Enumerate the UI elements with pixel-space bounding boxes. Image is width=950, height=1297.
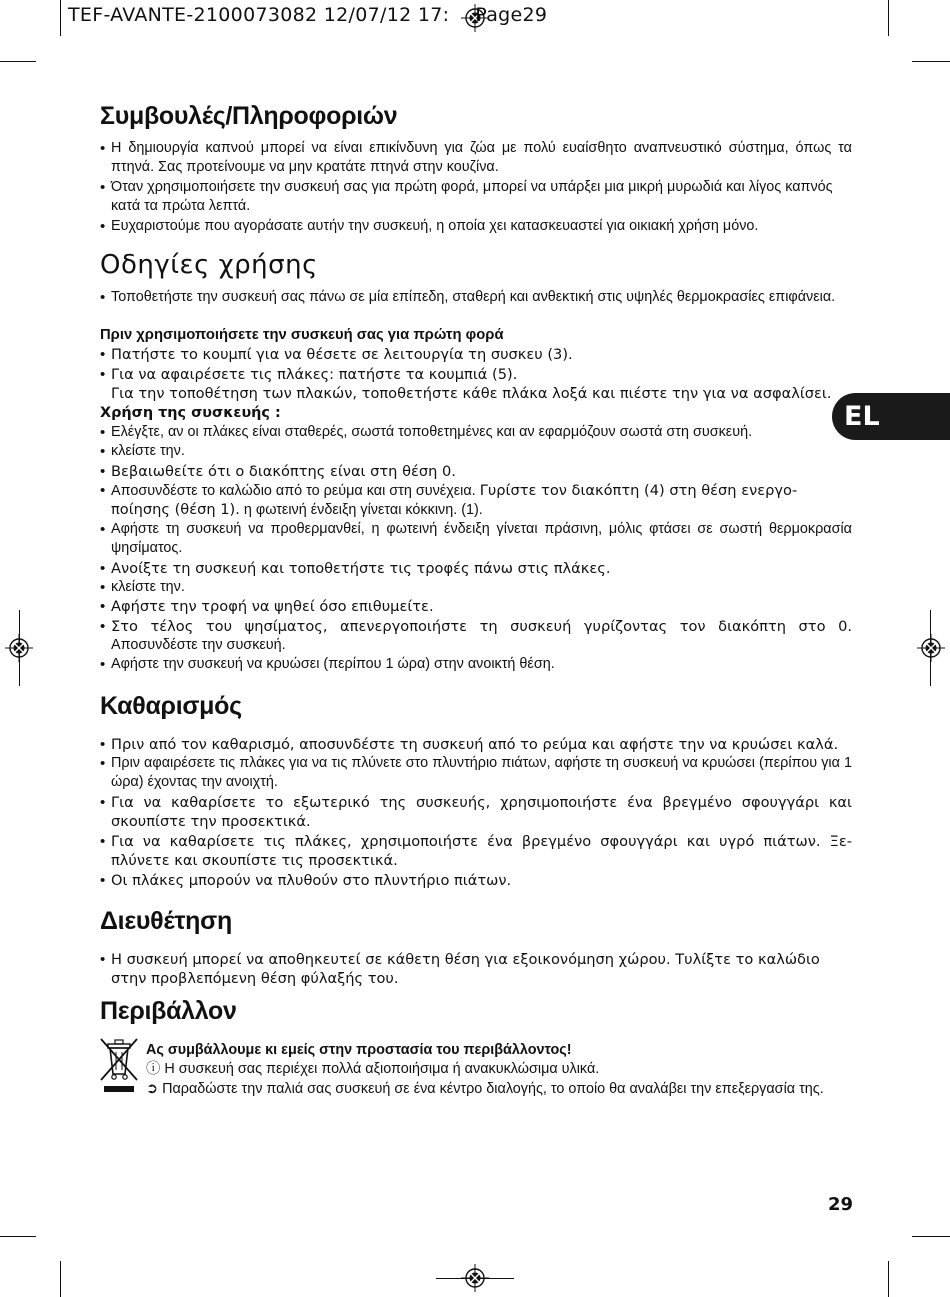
list-item: κλείστε την. [111, 579, 185, 595]
environment-text: Η συσκευή σας περιέχει πολλά αξιοποιήσιμα ή ανακυκλώσιμα υλικά. [164, 1061, 600, 1077]
bullet: • [100, 598, 106, 615]
bullet: • [100, 794, 106, 811]
arrow-icon: ➲ [146, 1081, 159, 1097]
list-item: Για να αφαιρέσετε τις πλάκες: πατήστε τα κουμπιά (5). [111, 366, 518, 383]
bullet: • [100, 366, 106, 383]
bullet: • [100, 289, 106, 306]
list-item: Αφήστε την τροφή να ψηθεί όσο επιθυμείτε. [111, 598, 434, 615]
crop-mark [60, 0, 61, 36]
bullet: • [100, 736, 106, 753]
bullet: • [100, 443, 106, 460]
crop-mark [912, 61, 950, 62]
list-item-continuation [111, 500, 852, 520]
list-item: Στο τέλος του ψησίματος, απενεργοποιήστε τη συσκευή γυρίζοντας τον διακόπτη στο 0. [111, 618, 852, 635]
crossed-bin-icon [98, 1036, 140, 1094]
list-item: Οι πλάκες μπορούν να πλυθούν στο πλυντήριο πιάτων. [111, 872, 512, 889]
list-item: Η συσκευή μπορεί να αποθηκευτεί σε κάθετη θέση για εξοικονόμηση χώρου. Τυλίξτε το καλώδιο στην προβλεπόμενη θέση φύλαξής του. [111, 951, 820, 988]
step-text: ποίησης (θέση 1). [111, 501, 240, 518]
section-title-usage: Οδηγίες χρήσης [100, 250, 318, 280]
language-tab: EL [832, 393, 950, 440]
list-item: Για να καθαρίσετε το εξωτερικό της συσκευής, χρησιμοποιήστε ένα βρεγμένο σφουγγάρι και σκουπίστε την προσεκτικά. [111, 794, 852, 831]
bullet: • [100, 521, 106, 538]
first-use-heading: Πριν χρησιμοποιήσετε την συσκευή σας για πρώτη φορά [100, 327, 504, 343]
crop-mark [888, 0, 889, 36]
bullet: • [100, 618, 106, 635]
list-item: Αφήστε την συσκευή να κρυώσει (περίπου 1 ώρα) στην ανοικτή θέση. [111, 656, 555, 672]
bullet: • [100, 140, 106, 157]
environment-line [146, 1060, 599, 1079]
bullet: • [100, 346, 106, 363]
step-text: Γυρίστε τον διακόπτη (4) στη θέση ενεργο- [479, 482, 798, 499]
list-item-continuation: Αποσυνδέστε την συσκευή. [111, 637, 286, 653]
crop-mark [0, 61, 36, 62]
section-title-environment: Περιβάλλον [100, 997, 237, 1025]
list-item: Ευχαριστούμε που αγοράσατε αυτήν την συσκευή, η οποία χει κατασκευαστεί για οικιακή χρήση μόνο. [111, 218, 759, 234]
bullet: • [100, 463, 106, 480]
list-item: Για να καθαρίσετε τις πλάκες, χρησιμοποιήστε ένα βρεγμένο σφουγγάρι και υγρό πιάτων. Ξε-πλύνετε και σκουπίστε τις προσεκτικά. [111, 833, 852, 870]
bullet: • [100, 872, 106, 889]
slug-text: TEF-AVANTE-2100073082 12/07/12 17: [68, 4, 450, 26]
registration-mark-icon [5, 634, 33, 662]
bullet: • [100, 482, 106, 499]
list-item: Ελέγξτε, αν οι πλάκες είναι σταθερές, σωστά τοποθετημένες και αν εφαρμόζουν σωστά στη συσκευή. [111, 424, 753, 440]
print-slug [68, 4, 547, 26]
list-item: Πατήστε το κουμπί για να θέσετε σε λειτουργία τη συσκευ (3). [111, 346, 573, 363]
crop-mark [0, 1236, 36, 1237]
bullet: • [100, 579, 106, 596]
bullet: • [100, 560, 106, 577]
section-title-storage: Διευθέτηση [100, 907, 232, 935]
page-number: 29 [828, 1194, 854, 1215]
bullet: • [100, 179, 106, 196]
bullet: • [100, 833, 106, 850]
list-item: Η δημιουργία καπνού μπορεί να είναι επικίνδυνη για ζώα με πολύ ευαίσθητο αναπνευστικό σύστημα, όπως τα πτηνά. Σας προτείνουμε να μην κρατάτε πτηνά στην κουζίνα. [111, 140, 852, 176]
crop-mark [912, 1236, 950, 1237]
list-item: κλείστε την. [111, 443, 185, 459]
crop-mark [60, 1261, 61, 1297]
list-item: Ανοίξτε τη συσκευή και τοποθετήστε τις τροφές πάνω στις πλάκες. [111, 560, 611, 577]
step-text: Αποσυνδέστε το καλώδιο από το ρεύμα και στη συνέχεια. [111, 483, 476, 499]
environment-heading: Ας συμβάλλουμε κι εμείς στην προστασία του περιβάλλοντος! [146, 1042, 572, 1058]
section-title-cleaning: Καθαρισμός [100, 692, 242, 720]
list-item: Τοποθετήστε την συσκευή σας πάνω σε μία επίπεδη, σταθερή και ανθεκτική στις υψηλές θερμοκρασίες επιφάνεια. [111, 289, 836, 305]
step-text: η φωτεινή ένδειξη γίνεται κόκκινη. (1). [243, 502, 483, 518]
bullet: • [100, 755, 106, 772]
crop-mark [888, 1261, 889, 1297]
usage-heading: Χρήση της συσκευής : [100, 405, 281, 421]
list-item: Βεβαιωθείτε ότι ο διακόπτης είναι στη θέση 0. [111, 463, 456, 480]
list-item: Αφήστε τη συσκευή να προθερμανθεί, η φωτεινή ένδειξη γίνεται πράσινη, μόλις φτάσει σε σωστή θερμοκρασία ψησίματος. [111, 521, 852, 557]
bullet: • [100, 424, 106, 441]
list-item [111, 481, 852, 501]
bullet: • [100, 218, 106, 235]
list-item: Όταν χρησιμοποιήσετε την συσκευή σας για πρώτη φορά, μπορεί να υπάρξει μια μικρή μυρωδιά και λίγος καπνός κατά τα πρώτα λεπτά. [111, 179, 833, 215]
bullet: • [100, 656, 106, 673]
section-title-tips: Συμβουλές/Πληροφοριών [100, 102, 398, 130]
info-icon: ⓘ [146, 1061, 161, 1077]
list-item: Πριν από τον καθαρισμό, αποσυνδέστε τη συσκευή από το ρεύμα και αφήστε την να κρυώσει καλά. [111, 736, 839, 753]
first-use-note: Για την τοποθέτηση των πλακών, τοποθετήστε κάθε πλάκα λοξά και πιέστε την για να ασφαλίσει. [111, 385, 832, 402]
registration-mark-icon [461, 1264, 489, 1292]
environment-line [146, 1080, 824, 1099]
bullet: • [100, 951, 106, 968]
list-item: Πριν αφαιρέσετε τις πλάκες για να τις πλύνετε στο πλυντήριο πιάτων, αφήστε τη συσκευή να κρυώσει (περίπου για 1 ώρα) έχοντας την ανοιχτή. [111, 755, 852, 791]
slug-page: Page29 [475, 4, 548, 26]
registration-mark-icon [917, 634, 945, 662]
environment-text: Παραδώστε την παλιά σας συσκευή σε ένα κέντρο διαλογής, το οποίο θα αναλάβει την επεξεργασία της. [162, 1081, 824, 1097]
